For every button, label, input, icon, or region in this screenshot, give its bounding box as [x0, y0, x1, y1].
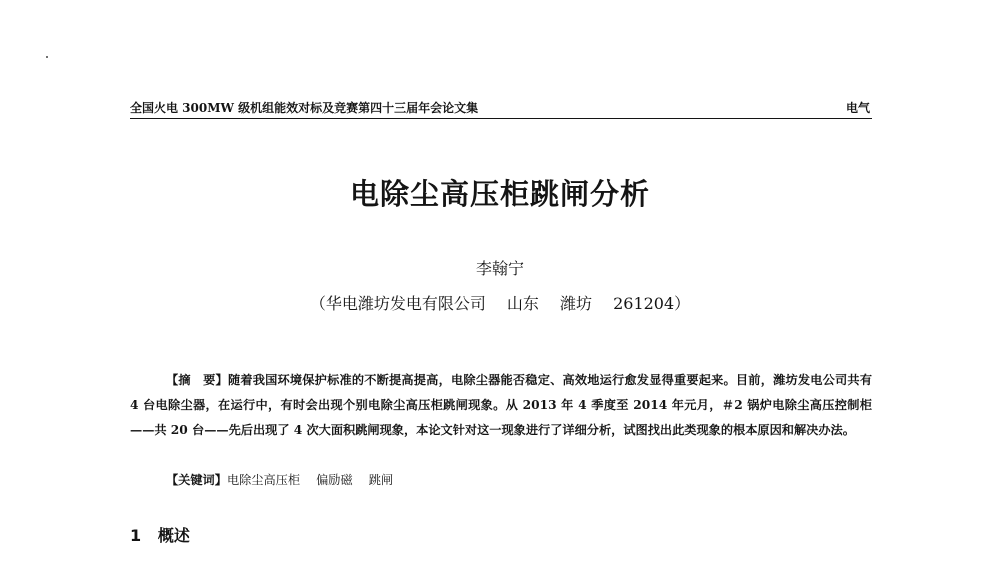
author-name: 李翰宁: [475, 259, 524, 278]
header-proceedings-title: 全国火电 300MW 级机组能效对标及竞赛第四十三届年会论文集: [130, 101, 479, 115]
keywords: [166, 469, 393, 491]
section-heading: [130, 523, 190, 546]
scan-speck: [46, 56, 48, 58]
section-number: 1: [130, 526, 142, 545]
header-category: 电气: [845, 101, 870, 115]
abstract-text: 随着我国环境保护标准的不断提高提高，电除尘器能否稳定、高效地运行愈发显得重要起来。目前，潍坊发电公司共有 4 台电除尘器，在运行中，有时会出现个别电除尘高压柜跳闸现象。从 2013 年 4 季度至 2014 年元月，＃2 锅炉电除尘高压控制柜——共 20 台——先后出现了 4 次大面积跳闸现象，本论文针对这一现象进行了详细分析，试图找出此类现象的根本原因和解决办法。: [130, 373, 873, 437]
paper-title: 电除尘高压柜跳闸分析: [349, 177, 650, 211]
keywords-text: 电除尘高压柜 偏励磁 跳闸: [226, 473, 394, 487]
abstract: [130, 368, 872, 443]
keywords-label: 【关键词】: [166, 473, 227, 487]
section-title: 概述: [157, 526, 190, 545]
abstract-label: 【摘 要】: [166, 373, 228, 387]
author-affiliation: （华电潍坊发电有限公司 山东 潍坊 261204）: [309, 294, 691, 313]
header-rule: [130, 118, 872, 119]
running-header: [130, 100, 872, 117]
